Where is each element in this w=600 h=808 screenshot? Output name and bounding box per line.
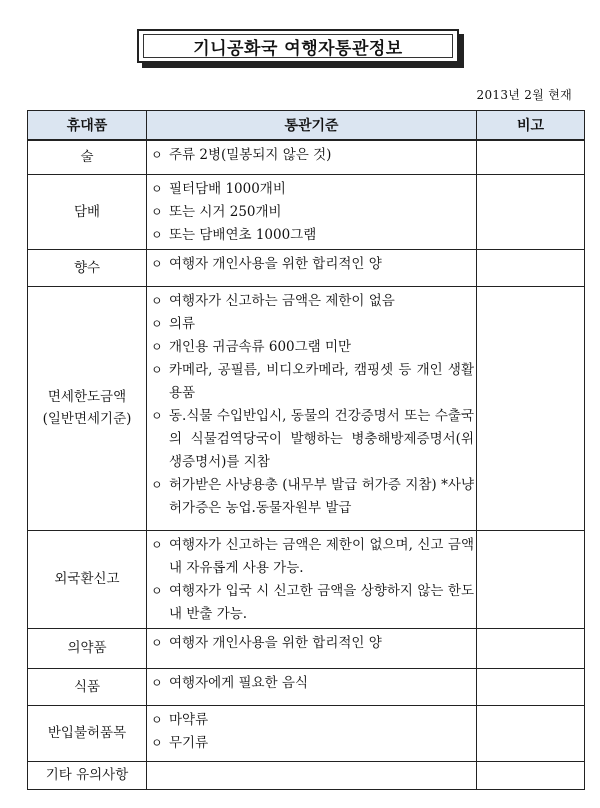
standard-cell [147, 249, 477, 286]
standard-cell [147, 668, 477, 705]
remarks-cell [477, 174, 585, 249]
item-label: (일반면세기준) [42, 411, 132, 427]
item-label: 술 [80, 149, 94, 166]
standard-text: 의류 [169, 315, 196, 332]
bullet-icon: ㅇ [151, 635, 163, 650]
header-standard: 통관기준 [147, 111, 477, 141]
item-label: 면세한도금액 [47, 389, 127, 405]
standard-cell [147, 140, 477, 174]
standard-line [151, 534, 474, 580]
standard-line [151, 313, 474, 336]
standard-line [151, 178, 474, 201]
standard-cell [147, 705, 477, 761]
item-label: 외국환신고 [54, 571, 120, 587]
standard-text: 여행자 개인사용을 위한 합리적인 양 [169, 634, 382, 651]
standard-line [151, 672, 474, 695]
table-row [28, 761, 585, 789]
standard-text: 필터담배 1000개비 [169, 180, 286, 197]
bullet-icon: ㅇ [151, 293, 163, 308]
header-remarks: 비고 [477, 111, 585, 141]
standard-line [151, 709, 474, 732]
standard-text: 여행자가 신고하는 금액은 제한이 없음 [169, 292, 395, 309]
standard-line [151, 359, 474, 405]
item-label: 식품 [73, 678, 101, 695]
remarks-cell [477, 628, 585, 668]
standard-cell [147, 530, 477, 628]
bullet-icon: ㅇ [151, 362, 163, 377]
table-row [28, 174, 585, 249]
remarks-cell [477, 705, 585, 761]
title-box [137, 29, 459, 63]
standard-text: 여행자에게 필요한 음식 [169, 674, 308, 691]
standard-text: 주류 2병(밀봉되지 않은 것) [169, 147, 332, 163]
bullet-icon: ㅇ [151, 148, 163, 162]
bullet-icon: ㅇ [151, 477, 163, 492]
date-note: 2013년 2월 현재 [476, 88, 572, 102]
header-item: 휴대품 [28, 111, 147, 141]
table-row [28, 286, 585, 530]
table-row [28, 530, 585, 628]
standard-line [151, 632, 474, 655]
standard-text: 개인용 귀금속류 600그램 미만 [169, 338, 352, 355]
bullet-icon: ㅇ [151, 712, 163, 727]
standard-line [151, 405, 474, 474]
item-cell [28, 761, 147, 789]
remarks-cell [477, 761, 585, 789]
standard-cell [147, 286, 477, 530]
item-cell [28, 628, 147, 668]
table-row [28, 249, 585, 286]
standard-cell [147, 761, 477, 789]
item-cell [28, 140, 147, 174]
table-row [28, 705, 585, 761]
bullet-icon: ㅇ [151, 583, 163, 598]
standard-text: 마약류 [169, 711, 209, 728]
remarks-cell [477, 249, 585, 286]
bullet-icon: ㅇ [151, 256, 163, 271]
standard-text: 여행자 개인사용을 위한 합리적인 양 [169, 255, 382, 272]
standard-text: 동.식물 수입반입시, 동물의 건강증명서 또는 수출국의 식물검역당국이 발행하는 병충해방제증명서(위생증명서)를 지참 [169, 407, 474, 470]
customs-table [27, 110, 585, 790]
item-label: 담배 [73, 203, 101, 220]
item-label: 의약품 [67, 640, 107, 656]
remarks-cell [477, 668, 585, 705]
item-cell [28, 286, 147, 530]
standard-line [151, 336, 474, 359]
table-row [28, 140, 585, 174]
standard-line [151, 201, 474, 224]
remarks-cell [477, 140, 585, 174]
standard-cell [147, 628, 477, 668]
header-row [28, 111, 585, 141]
remarks-cell [477, 530, 585, 628]
standard-line [151, 144, 474, 167]
item-label: 기타 유의사항 [45, 767, 129, 783]
standard-cell [147, 174, 477, 249]
bullet-icon: ㅇ [151, 181, 163, 196]
standard-line [151, 290, 474, 313]
bullet-icon: ㅇ [151, 227, 163, 242]
table-row [28, 628, 585, 668]
item-label: 향수 [73, 259, 101, 276]
standard-text: 무기류 [169, 734, 209, 751]
standard-text: 또는 담배연초 1000그램 [169, 226, 317, 243]
bullet-icon: ㅇ [151, 408, 163, 423]
item-cell [28, 530, 147, 628]
item-label: 반입불허품목 [47, 725, 127, 741]
standard-text: 또는 시거 250개비 [169, 203, 282, 220]
standard-text: 허가받은 사냥용총 (내무부 발급 허가증 지참) *사냥허가증은 농업.동물자원부 발급 [169, 476, 474, 516]
standard-text: 여행자가 신고하는 금액은 제한이 없으며, 신고 금액 내 자유롭게 사용 가능. [169, 536, 474, 576]
standard-text: 카메라, 공필름, 비디오카메라, 캠핑셋 등 개인 생활용품 [169, 361, 474, 401]
bullet-icon: ㅇ [151, 537, 163, 552]
item-cell [28, 668, 147, 705]
standard-line [151, 474, 474, 520]
bullet-icon: ㅇ [151, 675, 163, 690]
item-cell [28, 705, 147, 761]
standard-line [151, 253, 474, 276]
remarks-cell [477, 286, 585, 530]
item-cell [28, 174, 147, 249]
standard-line [151, 224, 474, 247]
page-title: 기니공화국 여행자통관정보 [143, 34, 453, 58]
bullet-icon: ㅇ [151, 339, 163, 354]
bullet-icon: ㅇ [151, 316, 163, 331]
standard-line [151, 580, 474, 626]
item-cell [28, 249, 147, 286]
standard-text: 여행자가 입국 시 신고한 금액을 상향하지 않는 한도 내 반출 가능. [169, 582, 474, 622]
table-row [28, 668, 585, 705]
bullet-icon: ㅇ [151, 735, 163, 750]
standard-line [151, 732, 474, 755]
bullet-icon: ㅇ [151, 204, 163, 219]
